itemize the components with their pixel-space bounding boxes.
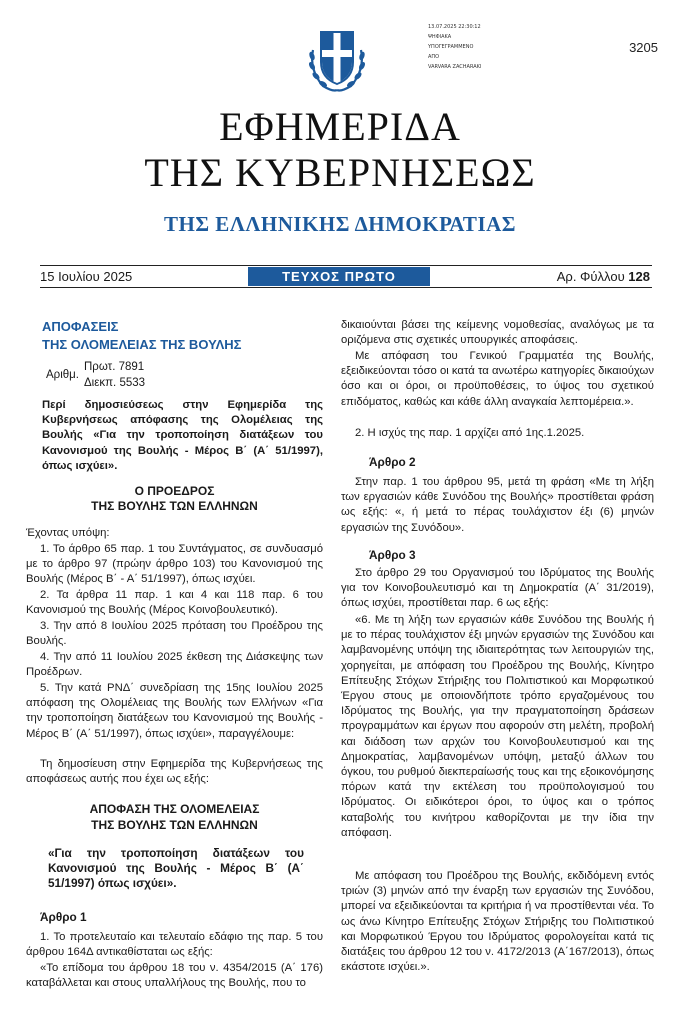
decision-title: «Για την τροποποίηση διατάξεων του Κανονισμού της Βουλής - Μέρος Β΄ (Α΄ 51/1997) όπως ισχύει». (48, 846, 304, 891)
president-subheading: ΤΗΣ ΒΟΥΛΗΣ ΤΩΝ ΕΛΛΗΝΩΝ (91, 499, 258, 513)
publish-order: Τη δημοσίευση στην Εφημερίδα της Κυβερνήσεως της αποφάσεως αυτής που έχει ως εξής: (26, 758, 323, 786)
decision-subject: Περί δημοσιεύσεως στην Εφημερίδα της Κυβερνήσεως απόφασης της Ολομέλειας της Βουλής «Για την τροποποίηση διατάξεων του Κανονισμού της Βουλής - Μέρος Β΄ (Α΄ 51/1997), όπως ισχύει». (42, 399, 323, 472)
sheet-prefix: Αρ. Φύλλου (556, 269, 629, 284)
stamp-line: VARVARA ZACHARAKI (428, 64, 482, 70)
considered-item: 1. Το άρθρο 65 παρ. 1 του Συντάγματος, σε συνδυασμό με το άρθρο 97 (πρώην άρθρο 103) του Κανονισμού της Βουλής (Μέρος Β΄ - Α΄ 51/1997), όπως ισχύει. (26, 543, 323, 586)
article-text: «Το επίδομα του άρθρου 18 του ν. 4354/2015 (Α΄ 176) καταβάλλεται και στους υπαλλήλους της Βουλής, που το (26, 962, 323, 990)
gazette-title-line-1: ΕΦΗΜΕΡΙΔΑ (219, 104, 461, 149)
issue-date: 15 Ιουλίου 2025 (40, 269, 133, 284)
stamp-line: ΨΗΦΙΑΚΑ (428, 34, 452, 40)
considered-item: 3. Την από 8 Ιουλίου 2025 πρόταση του Προέδρου της Βουλής. (26, 620, 323, 648)
article-text: Με απόφαση του Γενικού Γραμματέα της Βουλής, εξειδικεύονται τόσο οι κατά τα ανωτέρω κατηγορίες δικαιούχων όσο και οι όροι, οι προϋποθέσεις, το ύψος του σχετικού επιδόματος, καθώς και κάθε άλλη αναγκαία λεπτομέρεια.». (341, 350, 654, 408)
article-text: Στο άρθρο 29 του Οργανισμού του Ιδρύματος της Βουλής για τον Κοινοβουλευτισμό και τη Δημοκρατία (Α΄ 31/2019), όπως ισχύει, προστίθεται παρ. 6 ως εξής: (341, 567, 654, 610)
having-regard: Έχοντας υπόψη: (26, 527, 110, 539)
dispatch-number: Διεκπ. 5533 (84, 377, 146, 389)
article-heading: Άρθρο 2 (369, 455, 416, 469)
issue-type-band: ΤΕΥΧΟΣ ΠΡΩΤΟ (248, 267, 430, 286)
sheet-number (557, 268, 650, 286)
gazette-title-line-2: ΤΗΣ ΚΥΒΕΡΝΗΣΕΩΣ (144, 150, 536, 195)
article-text: 1. Το προτελευταίο και τελευταίο εδάφιο της παρ. 5 του άρθρου 164Δ αντικαθίσταται ως εξής: (26, 931, 323, 959)
protocol-number: Πρωτ. 7891 (84, 361, 145, 373)
article-heading: Άρθρο 1 (40, 910, 87, 924)
gazette-subtitle: ΤΗΣ ΕΛΛΗΝΙΚΗΣ ΔΗΜΟΚΡΑΤΙΑΣ (163, 212, 517, 236)
section-title: ΑΠΟΦΑΣΕΙΣ (42, 319, 119, 334)
considered-item: 2. Τα άρθρα 11 παρ. 1 και 4 και 118 παρ. 6 του Κανονισμού της Βουλής (Μέρος Κοινοβουλευτικό). (26, 589, 323, 617)
article-text: δικαιούνται βάσει της κείμενης νομοθεσίας, αναλόγως με τα οριζόμενα στις σχετικές υπουργικές αποφάσεις. (341, 319, 654, 347)
sheet-number-value: 128 (628, 269, 650, 284)
decision-heading: ΑΠΟΦΑΣΗ ΤΗΣ ΟΛΟΜΕΛΕΙΑΣ (89, 802, 260, 816)
decision-subheading: ΤΗΣ ΒΟΥΛΗΣ ΤΩΝ ΕΛΛΗΝΩΝ (91, 818, 258, 832)
divider (40, 287, 652, 288)
article-heading: Άρθρο 3 (369, 548, 416, 562)
president-heading: Ο ΠΡΟΕΔΡΟΣ (134, 484, 215, 498)
divider (40, 265, 652, 266)
arithm-label: Αριθμ. (46, 369, 79, 381)
article-text: 2. Η ισχύς της παρ. 1 αρχίζει από 1ης.1.2025. (355, 427, 585, 439)
stamp-line: ΥΠΟΓΕΓΡΑΜΜΕΝΟ (428, 44, 474, 50)
digital-signature-stamp (428, 22, 481, 72)
stamp-line: 13.07.2025 22:30:12 (428, 24, 481, 30)
section-subtitle: ΤΗΣ ΟΛΟΜΕΛΕΙΑΣ ΤΗΣ ΒΟΥΛΗΣ (42, 337, 242, 352)
article-text: Με απόφαση του Προέδρου της Βουλής, εκδιδόμενη εντός τριών (3) μηνών από την έναρξη των εργασιών της Συνόδου, μπορεί να εξειδικεύονται τα κριτήρια ή να προστίθενται νέα. Το ως άνω Κίνητρο Επίτευξης Στόχων Στήριξης του Πολιτιστικού και Μορφωτικού Έργου του Ιδρύματος φορολογείται κατά τις διατάξεις του άρθρου 12 του ν. 4172/2013 (Α΄167/2013), όπως εκάστοτε ισχύει.». (341, 870, 654, 974)
stamp-line: ΑΠΟ (428, 54, 440, 60)
page-number: 3205 (629, 40, 658, 55)
considered-item: 4. Την από 11 Ιουλίου 2025 έκθεση της Διάσκεψης των Προέδρων. (26, 651, 323, 679)
considered-item: 5. Την κατά ΡΝΔ΄ συνεδρίαση της 15ης Ιουλίου 2025 απόφαση της Ολομέλειας της Βουλής των Ελλήνων «Για την τροποποίηση διατάξεων του Κανονισμού της Βουλής - Μέρος Β΄ (Α΄ 51/1997), όπως ισχύει», παραγγέλουμε: (26, 682, 323, 740)
greek-coat-of-arms-icon (303, 20, 371, 94)
article-text: Στην παρ. 1 του άρθρου 95, μετά τη φράση «Με τη λήξη των εργασιών κάθε Συνόδου της Βουλής» προστίθεται φράση ως εξής: «, ή μετά το πέρας τουλάχιστον έξι (6) μηνών εργασιών της Συνόδου». (341, 476, 654, 534)
article-text: «6. Με τη λήξη των εργασιών κάθε Συνόδου της Βουλής ή με το πέρας τουλάχιστον έξι μηνών εργασιών της Συνόδου και λαμβανομένης υπόψη της ιδιαιτερότητας των λειτουργιών της, χορηγείται, με απόφαση του Προέδρου της Βουλής, Κίνητρο Επίτευξης Στόχων Στήριξης του Πολιτιστικού και Μορφωτικού Έργου στους με οποιονδήποτε τρόπο εργαζομένους του Ιδρύματος της Βουλής, για την πραγματοποίηση δράσεων προγραμμάτων και έργων που αφορούν στη μελέτη, προβολή και διάδοση των αρχών του Κοινοβουλευτισμού και της Δημοκρατίας, λαμβανομένων υπόψη, μεταξύ άλλων του όγκου, του ρυθμού διεκπεραίωσής τους και της εξοικονόμησης πόρων κατά την εκτέλεση του προϋπολογισμού του Ιδρύματος. Οι ειδικότεροι όροι, το ύψος και ο τρόπος καταβολής του κινήτρου καθορίζονται με την ίδια την απόφαση. (341, 614, 654, 839)
